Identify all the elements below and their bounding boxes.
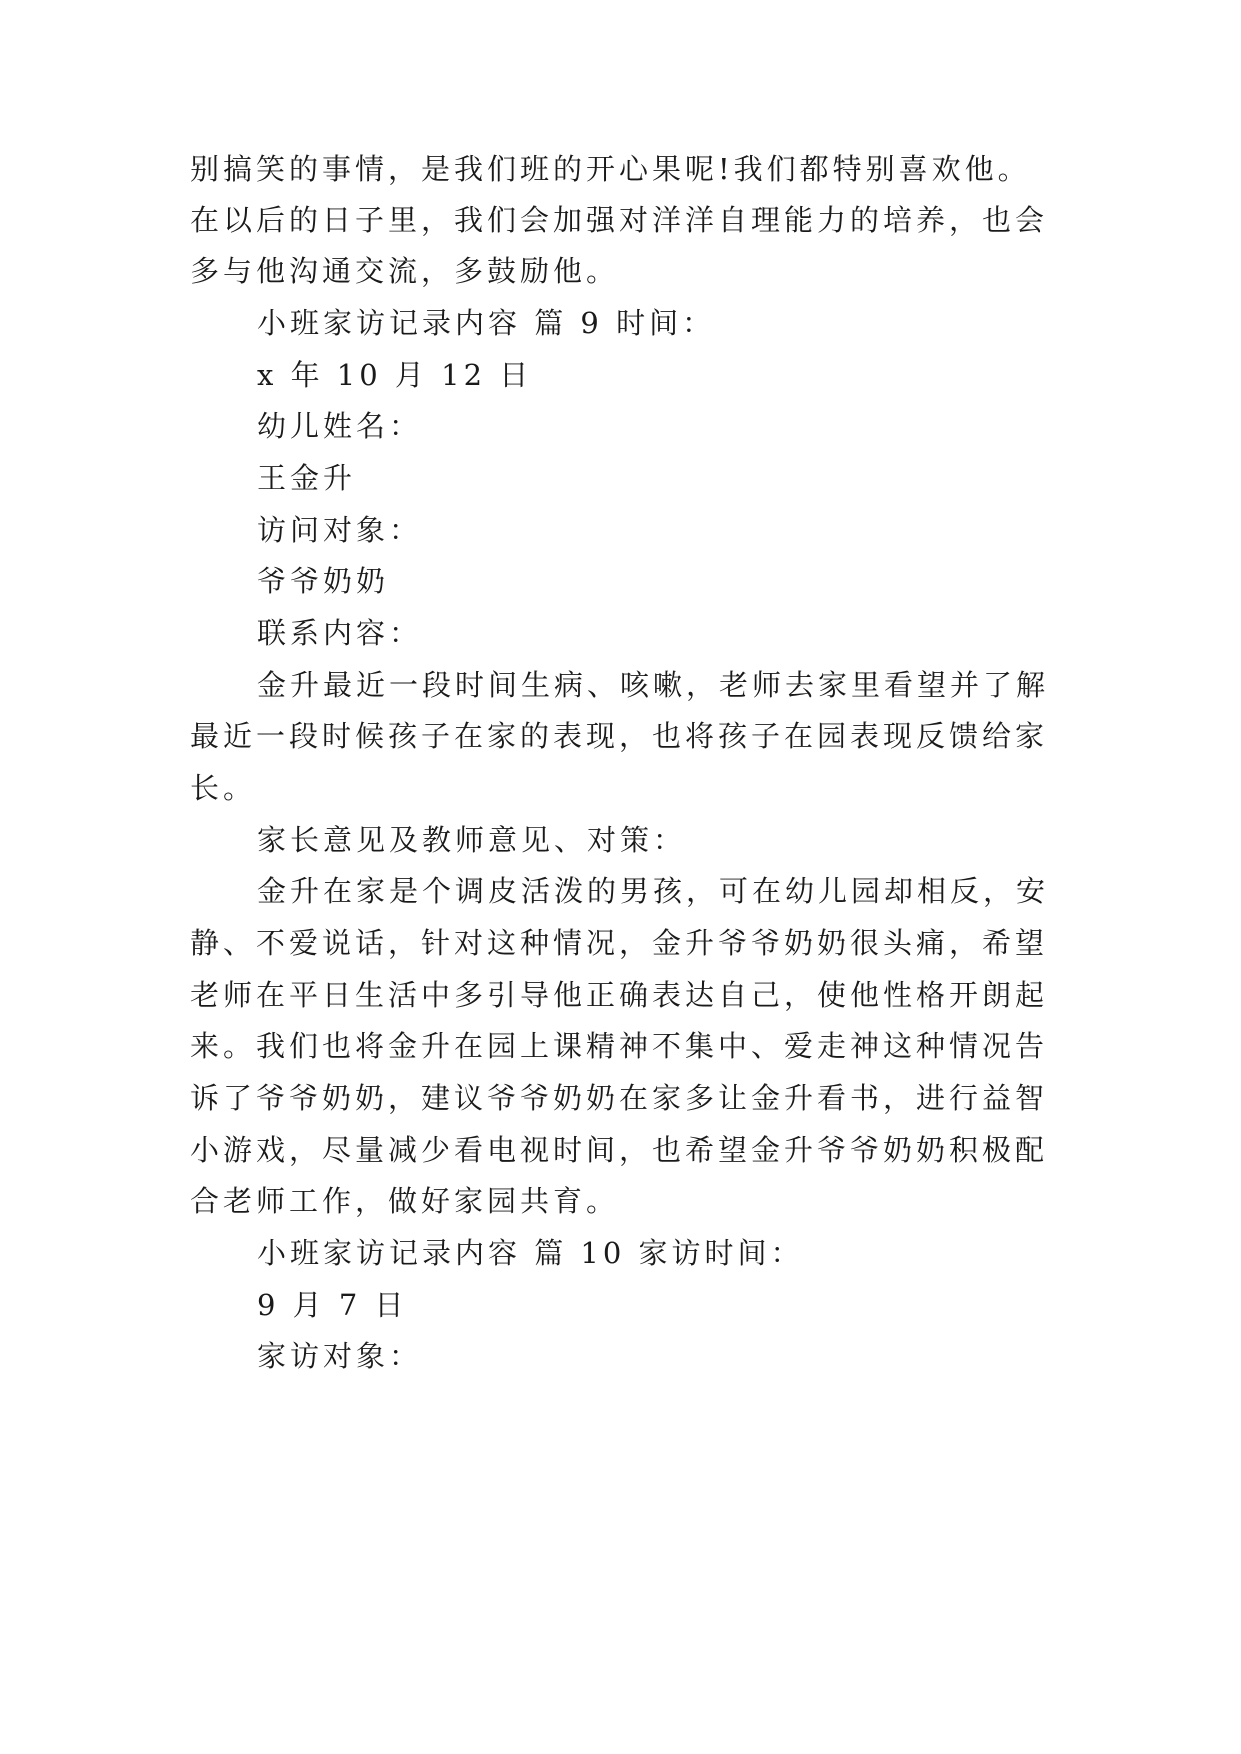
- field-label-contact-content: 联系内容：: [257, 616, 423, 650]
- child-name: 王金升: [257, 461, 357, 495]
- visit-date: x 年 10 月 12 日: [257, 358, 533, 392]
- paragraph-line: 来。我们也将金升在园上课精神不集中、爱走神这种情况告: [190, 1029, 1049, 1063]
- field-label-visit-target: 家访对象：: [257, 1339, 423, 1373]
- field-label-child-name: 幼儿姓名：: [257, 409, 423, 443]
- section-heading-10: 小班家访记录内容 篇 10 家访时间：: [257, 1236, 804, 1270]
- paragraph-line: 金升在家是个调皮活泼的男孩，可在幼儿园却相反，安: [257, 874, 1050, 908]
- field-label-visit-target: 访问对象：: [257, 513, 423, 547]
- paragraph-line: 合老师工作，做好家园共育。: [190, 1184, 620, 1218]
- paragraph-line: 静、不爱说话，针对这种情况，金升爷爷奶奶很头痛，希望: [190, 926, 1049, 960]
- section-heading-9: 小班家访记录内容 篇 9 时间：: [257, 306, 716, 340]
- visit-target: 爷爷奶奶: [257, 564, 390, 598]
- paragraph-line: 最近一段时候孩子在家的表现，也将孩子在园表现反馈给家: [190, 719, 1049, 753]
- paragraph-line: 小游戏，尽量减少看电视时间，也希望金升爷爷奶奶积极配: [190, 1133, 1049, 1167]
- paragraph-line: 老师在平日生活中多引导他正确表达自己，使他性格开朗起: [190, 978, 1049, 1012]
- paragraph-line: 金升最近一段时间生病、咳嗽，老师去家里看望并了解: [257, 668, 1050, 702]
- paragraph-line: 别搞笑的事情，是我们班的开心果呢!我们都特别喜欢他。: [190, 152, 1031, 186]
- paragraph-line: 多与他沟通交流，多鼓励他。: [190, 254, 620, 288]
- paragraph-line: 诉了爷爷奶奶，建议爷爷奶奶在家多让金升看书，进行益智: [190, 1081, 1049, 1115]
- field-label-opinions: 家长意见及教师意见、对策：: [257, 823, 687, 857]
- paragraph-line: 长。: [190, 771, 257, 805]
- visit-date: 9 月 7 日: [257, 1288, 408, 1322]
- paragraph-line: 在以后的日子里，我们会加强对洋洋自理能力的培养，也会: [190, 203, 1049, 237]
